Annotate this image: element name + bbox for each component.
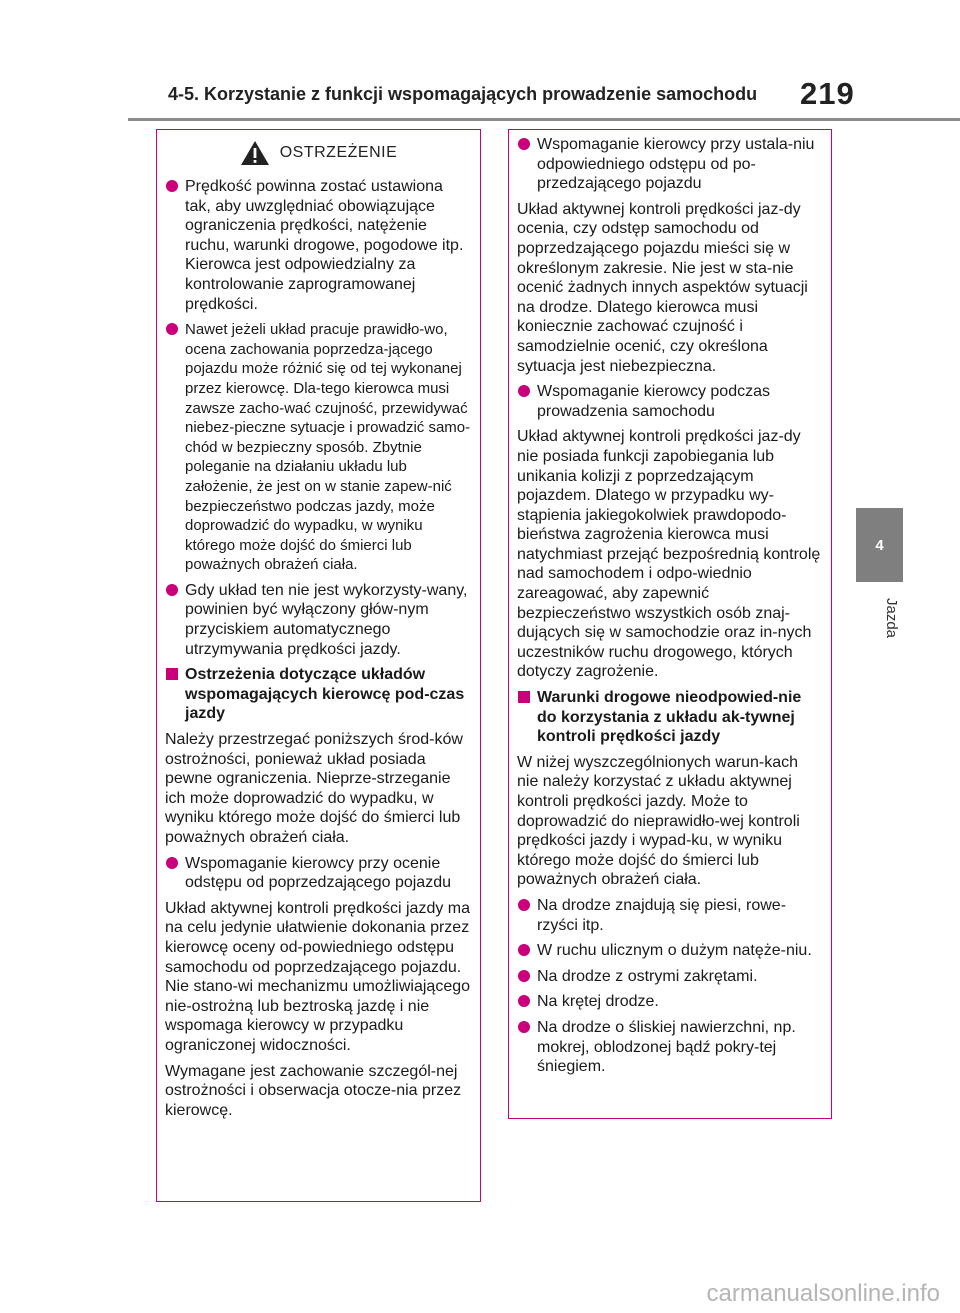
bullet-item: Na drodze znajdują się piesi, rowe-rzyści itp. [517, 896, 823, 935]
paragraph: W niżej wyszczególnionych warun-kach nie należy korzystać z układu aktywnej kontroli prędkości jazdy. Może to doprowadzić do nieprawidło-wej kontroli prędkości jazdy i wypad-ku, w wyniku którego może dojść do śmierci lub poważnych obrażeń ciała. [517, 753, 800, 889]
watermark: carmanualsonline.info [706, 1280, 940, 1307]
paragraph: Wymagane jest zachowanie szczegól-nej ostrożności i obserwacja otocze-nia przez kierowcę. [165, 1062, 462, 1119]
warning-header [165, 135, 472, 171]
paragraph: Układ aktywnej kontroli prędkości jaz-dy ocenia, czy odstęp samochodu od poprzedzającego pojazdu mieści się w określonym zakresie. Nie jest w sta-nie ocenić żadnych innych aspektów sytuacji na drodze. Dlatego kierowca musi koniecznie zachować czujność i samodzielnie ocenić, czy określona sytuacja jest niebezpieczna. [517, 200, 808, 375]
warning-box-right [508, 129, 832, 1119]
bullet-item: Nawet jeżeli układ pracuje prawidło-wo, ocena zachowania poprzedza-jącego pojazdu może różnić się od tej wykonanej przez kierowcę. Dla-tego kierowca musi zawsze zacho-wać czujność, przewidywać niebez-pieczne sytuacje i prowadzić samo-chód w bezpieczny sposób. Zbytnie poleganie na działaniu układu lub założenie, że jest on w stanie zapew-nić bezpieczeństwo podczas jazdy, może doprowadzić do wypadku, w wyniku którego może dojść do śmierci lub poważnych obrażeń ciała. [165, 320, 472, 575]
warning-triangle-icon [240, 140, 270, 166]
chapter-label: Jazda [883, 598, 900, 639]
bullet-item: Wspomaganie kierowcy podczas prowadzenia samochodu [517, 382, 823, 421]
paragraph: Układ aktywnej kontroli prędkości jaz-dy nie posiada funkcji zapobiegania lub unikania kolizji z poprzedzającym pojazdem. Dlatego w przypadku wy-stąpienia jakiegokolwiek prawdopodo-bieństwa zagrożenia kierowca musi natychmiast przejąć bezpośrednią kontrolę nad samochodem i odpo-wiednio zareagować, aby zapewnić bezpieczeństwo wszystkich osób znaj-dujących się w samochodzie oraz in-nych uczestników ruchu drogowego, których dotyczy zagrożenie. [517, 428, 821, 681]
bullet-item: Na drodze z ostrymi zakrętami. [517, 967, 823, 987]
paragraph: Układ aktywnej kontroli prędkości jazdy ma na celu jedynie ułatwienie dokonania przez kierowcę oceny od-powiedniego odstępu samochodu od poprzedzającego pojazdu. Nie stano-wi mechanizmu umożliwiającego nie-ostrożną lub beztroską jazdę i nie wspomaga kierowcy w przypadku ograniczonej widoczności. [165, 899, 471, 1054]
page-number: 219 [800, 76, 855, 111]
warning-title: OSTRZEŻENIE [279, 144, 398, 161]
bullet-item: Gdy układ ten nie jest wykorzysty-wany, powinien być wyłączony głów-nym przyciskiem automatycznego utrzymywania prędkości jazdy. [165, 581, 472, 659]
section-title: 4-5. Korzystanie z funkcji wspomagających prowadzenie samochodu [168, 84, 758, 104]
bullet-item: Wspomaganie kierowcy przy ocenie odstępu od poprzedzającego pojazdu [165, 854, 472, 893]
subheading: Warunki drogowe nieodpowied-nie do korzystania z układu ak-tywnej kontroli prędkości jazdy [517, 688, 823, 747]
bullet-item: Na drodze o śliskiej nawierzchni, np. mokrej, oblodzonej bądź pokry-tej śniegiem. [517, 1018, 823, 1077]
bullet-item: Prędkość powinna zostać ustawiona tak, aby uwzględniać obowiązujące ograniczenia prędkości, natężenie ruchu, warunki drogowe, pogodowe itp. Kierowca jest odpowiedzialny za kontrolowanie zaprogramowanej prędkości. [165, 177, 472, 314]
bullet-item: W ruchu ulicznym o dużym natęże-niu. [517, 941, 823, 961]
chapter-tab: 4 [856, 508, 903, 582]
warning-box-left [156, 129, 481, 1202]
subheading: Ostrzeżenia dotyczące układów wspomagających kierowcę pod-czas jazdy [165, 665, 472, 724]
bullet-item: Wspomaganie kierowcy przy ustala-niu odpowiedniego odstępu od po-przedzającego pojazdu [517, 135, 823, 194]
header-divider [128, 118, 960, 121]
paragraph: Należy przestrzegać poniższych środ-ków ostrożności, ponieważ układ posiada pewne ograniczenia. Nieprze-strzeganie ich może doprowadzić do wypadku, w wyniku którego może dojść do śmierci lub poważnych obrażeń ciała. [165, 731, 463, 846]
bullet-item: Na krętej drodze. [517, 992, 823, 1012]
